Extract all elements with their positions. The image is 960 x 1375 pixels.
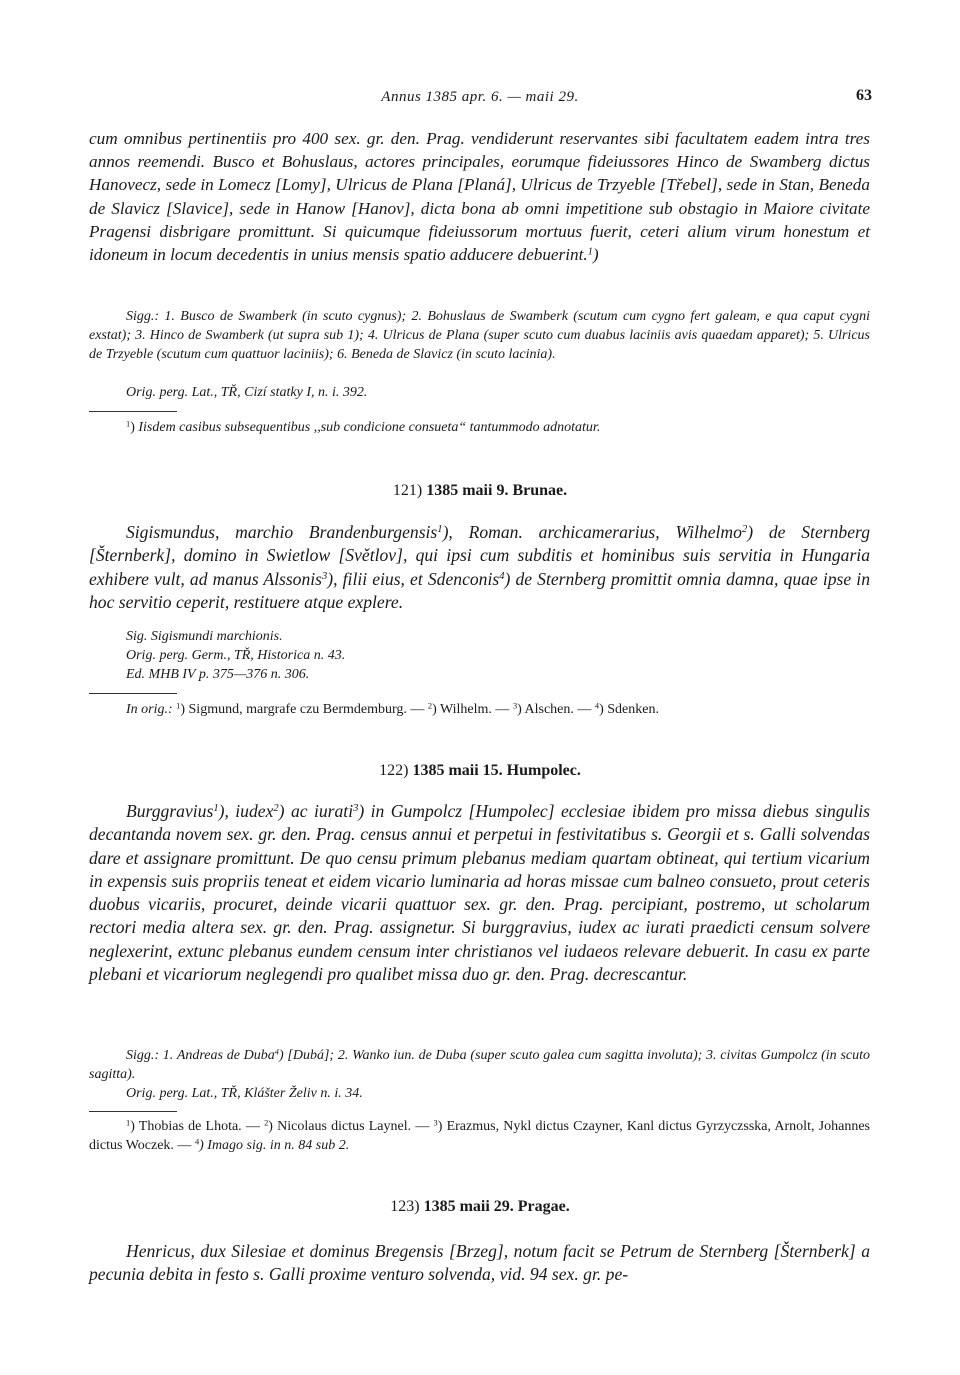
footnote-ref: 2: [273, 803, 279, 815]
footnote-number: 1: [126, 1118, 131, 1128]
footnote-number: 1: [176, 701, 181, 711]
footnote-number: 4: [594, 701, 600, 711]
text-run: ) de Sternberg promittit omnia damna, quae ipse in hoc servitio ceperit, restituere atque explere.: [89, 568, 870, 612]
seals-description: Sigg.: 1. Busco de Swamberk (in scuto cygnus); 2. Bohuslaus de Swamberk (scutum cum cygno fert galeam, e qua caput cygni exstat); 3. Hinco de Swamberk (ut supra sub 1); 4. Ulricus de Plana (super scuto cum duabus laciniis avis quaedam apparet); 5. Ulricus de Trzyeble (scutum cum quattuor laciniis); 6. Beneda de Slavicz (in scuto lacinia).: [89, 309, 870, 362]
footnote-number: 1: [126, 419, 131, 429]
footnotes: [89, 700, 870, 719]
footnote-ref: 1: [213, 803, 219, 815]
text-run: ), Roman. archicamerarius, Wilhelmo: [442, 522, 742, 542]
continued-paragraph: cum omnibus pertinentiis pro 400 sex. gr. den. Prag. vendiderunt reservantes sibi facultatem eadem intra tres annos reemendi. Busco et Bohuslaus, actores principales, eorumque fideiussores Hinco de Swamberg dictus Hanovecz, sede in Lomecz [Lomy], Ulricus de Plana [Planá], Ulricus de Trzyeble [Třebel], sede in Stan, Beneda de Slavicz [Slavice], sede in Hanow [Hanov], dicta bona ab omni impetitione sub obstagio in Maiore civitate Pragensi disbrigare promittunt. Si quicumque fideiussorum mortuus fuerit, ceteri alium virum honestum et idoneum in locum decedentis in unius mensis spatio adducere debuerint.$^1$): [89, 129, 870, 265]
document-date: 1385 maii 15.: [412, 762, 503, 779]
document-date: 1385 maii 29.: [423, 1198, 514, 1215]
text-run: ) in Gumpolcz [Humpolec] ecclesiae ibidem pro missa diebus singulis decantanda novem sex. gr. den. Prag. census annui et perpetui in festivitatibus s. Georgii et s. Galli solvendas dare et assignare promittunt. De quo censu primum plebanus mediam quartam obtineat, qui tertium vicarium in expensis suis propriis teneat et eidem vicario luminaria ad horas missae cum balneo consueto, prout ceteris duobus vicariis, procuret, deinde vicarii quattuor sex. gr. den. Prag. percipiant, postremo, ut scholarum rectori media altera sex. gr. den. Prag. assignetur. Si burggravius, iudex ac iurati praedicti censum solvere neglexerint, extunc plebanus eundem censum inter christianos vel iudaeos relevare debuerit. In casu ex parte plebani et vicariorum neglegendi pro qualibet missa duo gr. den. Prag. decrescantur.: [89, 801, 870, 985]
footnote-text: Iisdem casibus subsequentibus ,,sub condicione consueta“ tantummodo adnotatur.: [138, 420, 601, 435]
document-heading-121: [0, 482, 960, 500]
paragraph-text: cum omnibus pertinentiis pro 400 sex. gr. den. Prag. vendiderunt reservantes sibi facultatem eadem intra tres annos reemendi. Busco et Bohuslaus, actores principales, eorumque fideiussores Hinco de Swamberg dictus Hanovecz, sede in Lomecz [Lomy], Ulricus de Plana [Planá], Ulricus de Trzyeble [Třebel], sede in Stan, Beneda de Slavicz [Slavice], sede in Hanow [Hanov], dicta bona ab omni impetitione sub obstagio in Maiore civitate Pragensi disbrigare promittunt. Si quicumque fideiussorum mortuus fuerit, ceteri alium virum honestum et idoneum in locum decedentis in unius mensis spatio adducere debuerint.: [89, 129, 870, 265]
archive-reference: Orig. perg. Germ., TŘ, Historica n. 43.: [126, 648, 346, 663]
footnotes: [89, 1117, 870, 1155]
document-heading-123: [0, 1198, 960, 1216]
footnote-text: ) Wilhelm. —: [432, 702, 513, 717]
document-121-text: [89, 521, 870, 614]
document-heading-122: [0, 762, 960, 780]
running-header: Annus 1385 apr. 6. — maii 29.: [381, 89, 579, 105]
text-run: Sigismundus, marchio Brandenburgensis: [126, 522, 438, 542]
text-run: ) de Sternberg [Šternberk], domino in Swietlow [Světlov], qui ipsi cum subditis et hominibus suis servitia in Hungaria exhibere vult, ad manus Alssonis: [89, 522, 870, 589]
document-place: Brunae.: [512, 482, 568, 499]
footnote-text: ) Erazmus, Nykl dictus Czayner, Kanl dictus Gyrzyczsska, Arnolt, Johannes dictus Woczek. —: [89, 1119, 870, 1153]
text-run: ), iudex: [218, 801, 274, 821]
text-run: Sigg.: 1. Andreas de Duba: [126, 1048, 275, 1063]
footnote-ref: 2: [741, 524, 748, 536]
seal-description: Sig. Sigismundi marchionis.: [126, 629, 283, 644]
footnote-number: 2: [264, 1118, 269, 1128]
footnote-ref: 3: [353, 803, 359, 815]
footnote-text: ) Alschen. —: [517, 702, 595, 717]
footnote-ref: 4: [499, 570, 505, 582]
footnote-number: 3: [433, 1118, 438, 1128]
document-place: Humpolec.: [506, 762, 581, 779]
seals-description: [89, 1046, 870, 1084]
footnote-ref: 1: [587, 246, 593, 258]
document-number: 121): [392, 482, 423, 499]
archive-reference: Orig. perg. Lat., TŘ, Klášter Želiv n. i. 34.: [126, 1086, 363, 1101]
document-number: 123): [390, 1198, 420, 1215]
footnote-number: 2: [427, 701, 433, 711]
text-run: ) ac iurati: [278, 801, 354, 821]
footnote-rule: [89, 411, 177, 412]
footnote-rule: [89, 1111, 177, 1112]
footnote-number: 4: [194, 1137, 200, 1147]
page-number: 63: [856, 87, 872, 104]
text-run: ) [Dubá]; 2. Wanko iun. de Duba (super scuto galea cum sagitta involuta); 3. civitas Gumpolcz (in scuto sagitta).: [89, 1048, 870, 1082]
text-run: Burggravius: [126, 801, 214, 821]
footnote-ref: 3: [322, 570, 328, 582]
document-date: 1385 maii 9.: [426, 482, 509, 499]
footnote-ref: 1: [437, 524, 443, 536]
footnote-label: In orig.:: [126, 702, 173, 717]
edition-reference: Ed. MHB IV p. 375—376 n. 306.: [126, 667, 310, 682]
footnote-text: ) Nicolaus dictus Laynel. —: [268, 1119, 434, 1134]
archive-reference: Orig. perg. Lat., TŘ, Cizí statky I, n. i. 392.: [126, 385, 368, 400]
footnote-text: ) Sdenken.: [599, 702, 659, 717]
text-run: ), filii eius, et Sdenconis: [327, 568, 500, 589]
footnote-rule: [89, 693, 177, 694]
footnote-text: ) Sigmund, margrafe czu Bermdemburg. —: [180, 702, 428, 717]
document-122-text: [89, 800, 870, 986]
footnote: $^1$) Iisdem casibus subsequentibus ,,sub condicione consueta“ tantummodo adnotatur.: [126, 419, 601, 435]
document-123-text: Henricus, dux Silesiae et dominus Bregensis [Brzeg], notum facit se Petrum de Sternberg [Šternberk] a pecunia debita in festo s. Galli proxime venturo solvenda, vid. 94 sex. gr. pe-: [89, 1241, 870, 1285]
footnote-text: ) Thobias de Lhota. —: [130, 1119, 265, 1134]
document-place: Pragae.: [517, 1198, 570, 1215]
footnote-ref: 4: [274, 1047, 279, 1057]
footnote-number: 3: [512, 701, 518, 711]
footnote-text: ) Imago sig. in n. 84 sub 2.: [199, 1138, 350, 1153]
document-number: 122): [379, 762, 409, 779]
